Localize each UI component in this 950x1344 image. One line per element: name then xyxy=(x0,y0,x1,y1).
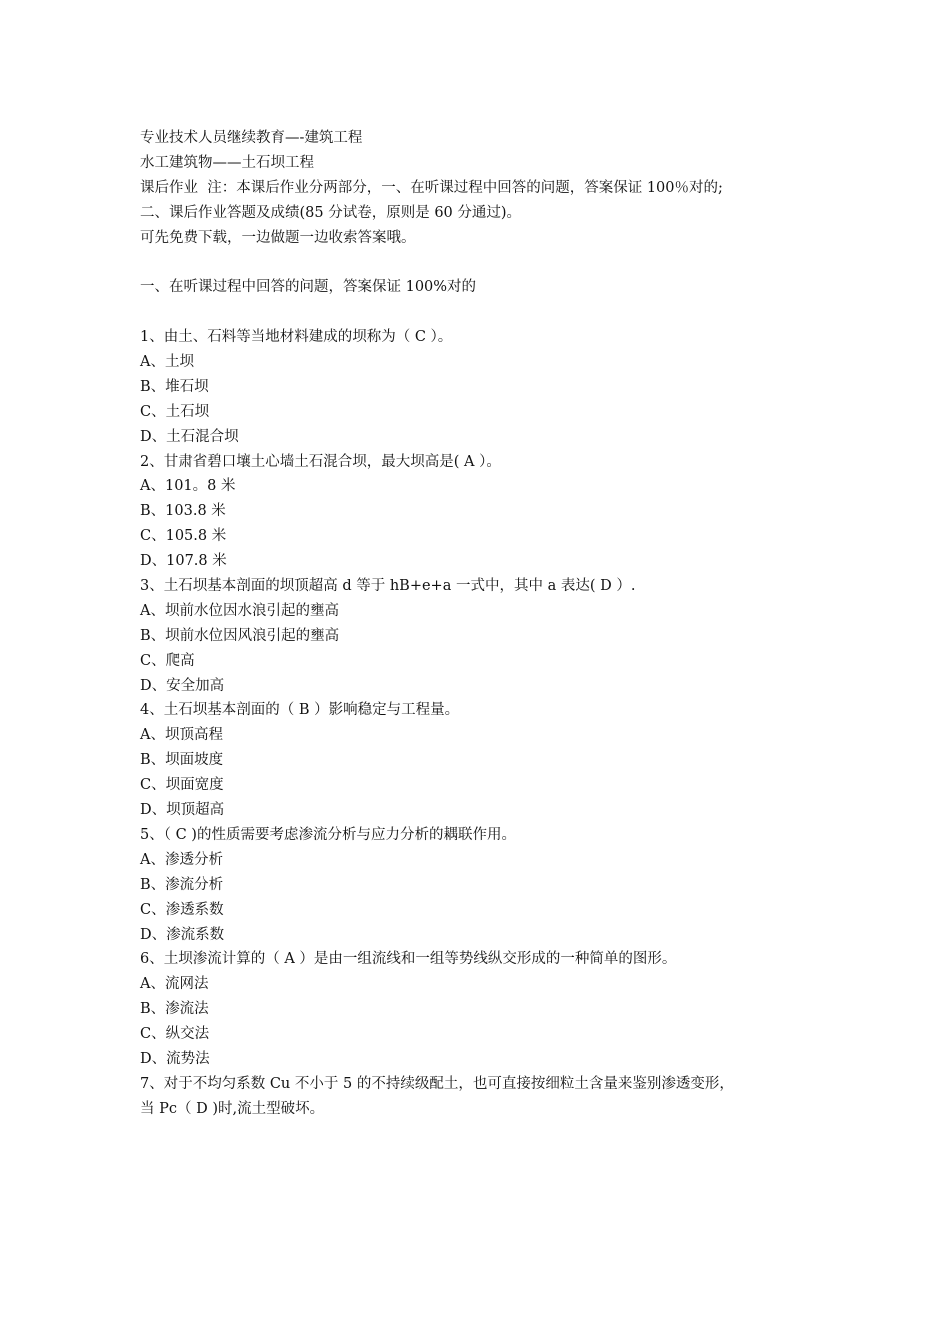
download-note: 可先免费下载，一边做题一边收索答案哦。 xyxy=(140,229,416,246)
option: A、土坝 xyxy=(140,354,194,371)
question-text-continued: 当 Pc（ D )时,流土型破坏。 xyxy=(140,1100,325,1117)
question-text: 3、土石坝基本剖面的坝顶超高 d 等于 hB+e+a 一式中，其中 a 表达( D ）. xyxy=(140,578,636,595)
homework-note: 课后作业 注：本课后作业分两部分，一、在听课过程中回答的问题，答案保证 100％对的; xyxy=(140,179,723,196)
option: B、103.8 米 xyxy=(140,503,226,520)
question-block-7 xyxy=(140,1072,820,1122)
option: B、渗流法 xyxy=(140,1001,209,1018)
option: C、土石坝 xyxy=(140,403,210,420)
option: B、堆石坝 xyxy=(140,378,209,395)
option: A、流网法 xyxy=(140,976,209,993)
option: D、安全加高 xyxy=(140,677,225,694)
option: C、渗透系数 xyxy=(140,901,224,918)
option: A、坝顶高程 xyxy=(140,727,223,744)
spacer xyxy=(140,250,820,275)
question-text: 6、土坝渗流计算的（ A ）是由一组流线和一组等势线纵交形成的一种简单的图形。 xyxy=(140,951,677,968)
spacer xyxy=(140,300,820,325)
option: D、流势法 xyxy=(140,1050,210,1067)
option: D、坝顶超高 xyxy=(140,802,225,819)
course-title: 专业技术人员继续教育—-建筑工程 xyxy=(140,130,363,146)
option: B、渗流分析 xyxy=(140,876,224,893)
option: D、渗流系数 xyxy=(140,926,225,943)
option: B、坝前水位因风浪引起的壅高 xyxy=(140,627,340,644)
question-block-1 xyxy=(140,325,820,449)
option: C、105.8 米 xyxy=(140,528,227,545)
question-block-2 xyxy=(140,450,820,574)
homework-note-continued: 二、课后作业答题及成绩(85 分试卷，原则是 60 分通过)。 xyxy=(140,204,522,221)
option: C、坝面宽度 xyxy=(140,777,224,794)
option: C、纵交法 xyxy=(140,1026,210,1043)
question-text: 1、由土、石料等当地材料建成的坝称为（ C ）。 xyxy=(140,329,453,346)
question-block-5 xyxy=(140,823,820,947)
option: A、渗透分析 xyxy=(140,851,223,868)
option: A、坝前水位因水浪引起的壅高 xyxy=(140,602,339,619)
question-text: 5、（ C )的性质需要考虑渗流分析与应力分析的耦联作用。 xyxy=(140,826,516,843)
option: D、107.8 米 xyxy=(140,553,227,570)
option: B、坝面坡度 xyxy=(140,752,224,769)
question-block-3 xyxy=(140,574,820,698)
option: C、爬高 xyxy=(140,652,195,669)
option: A、101。8 米 xyxy=(140,478,236,495)
question-text: 2、甘肃省碧口壤土心墙土石混合坝，最大坝高是( A ）。 xyxy=(140,453,501,470)
question-text: 4、土石坝基本剖面的（ B ）影响稳定与工程量。 xyxy=(140,702,460,719)
option: D、土石混合坝 xyxy=(140,428,239,445)
document-page xyxy=(140,126,820,1122)
question-text: 7、对于不均匀系数 Cu 不小于 5 的不持续级配土，也可直接按细粒土含量来鉴别渗透变形， xyxy=(140,1075,734,1092)
section-title: 一、在听课过程中回答的问题，答案保证 100%对的 xyxy=(140,279,477,296)
question-block-4 xyxy=(140,698,820,822)
course-subtitle: 水工建筑物——土石坝工程 xyxy=(140,154,314,171)
question-block-6 xyxy=(140,947,820,1071)
